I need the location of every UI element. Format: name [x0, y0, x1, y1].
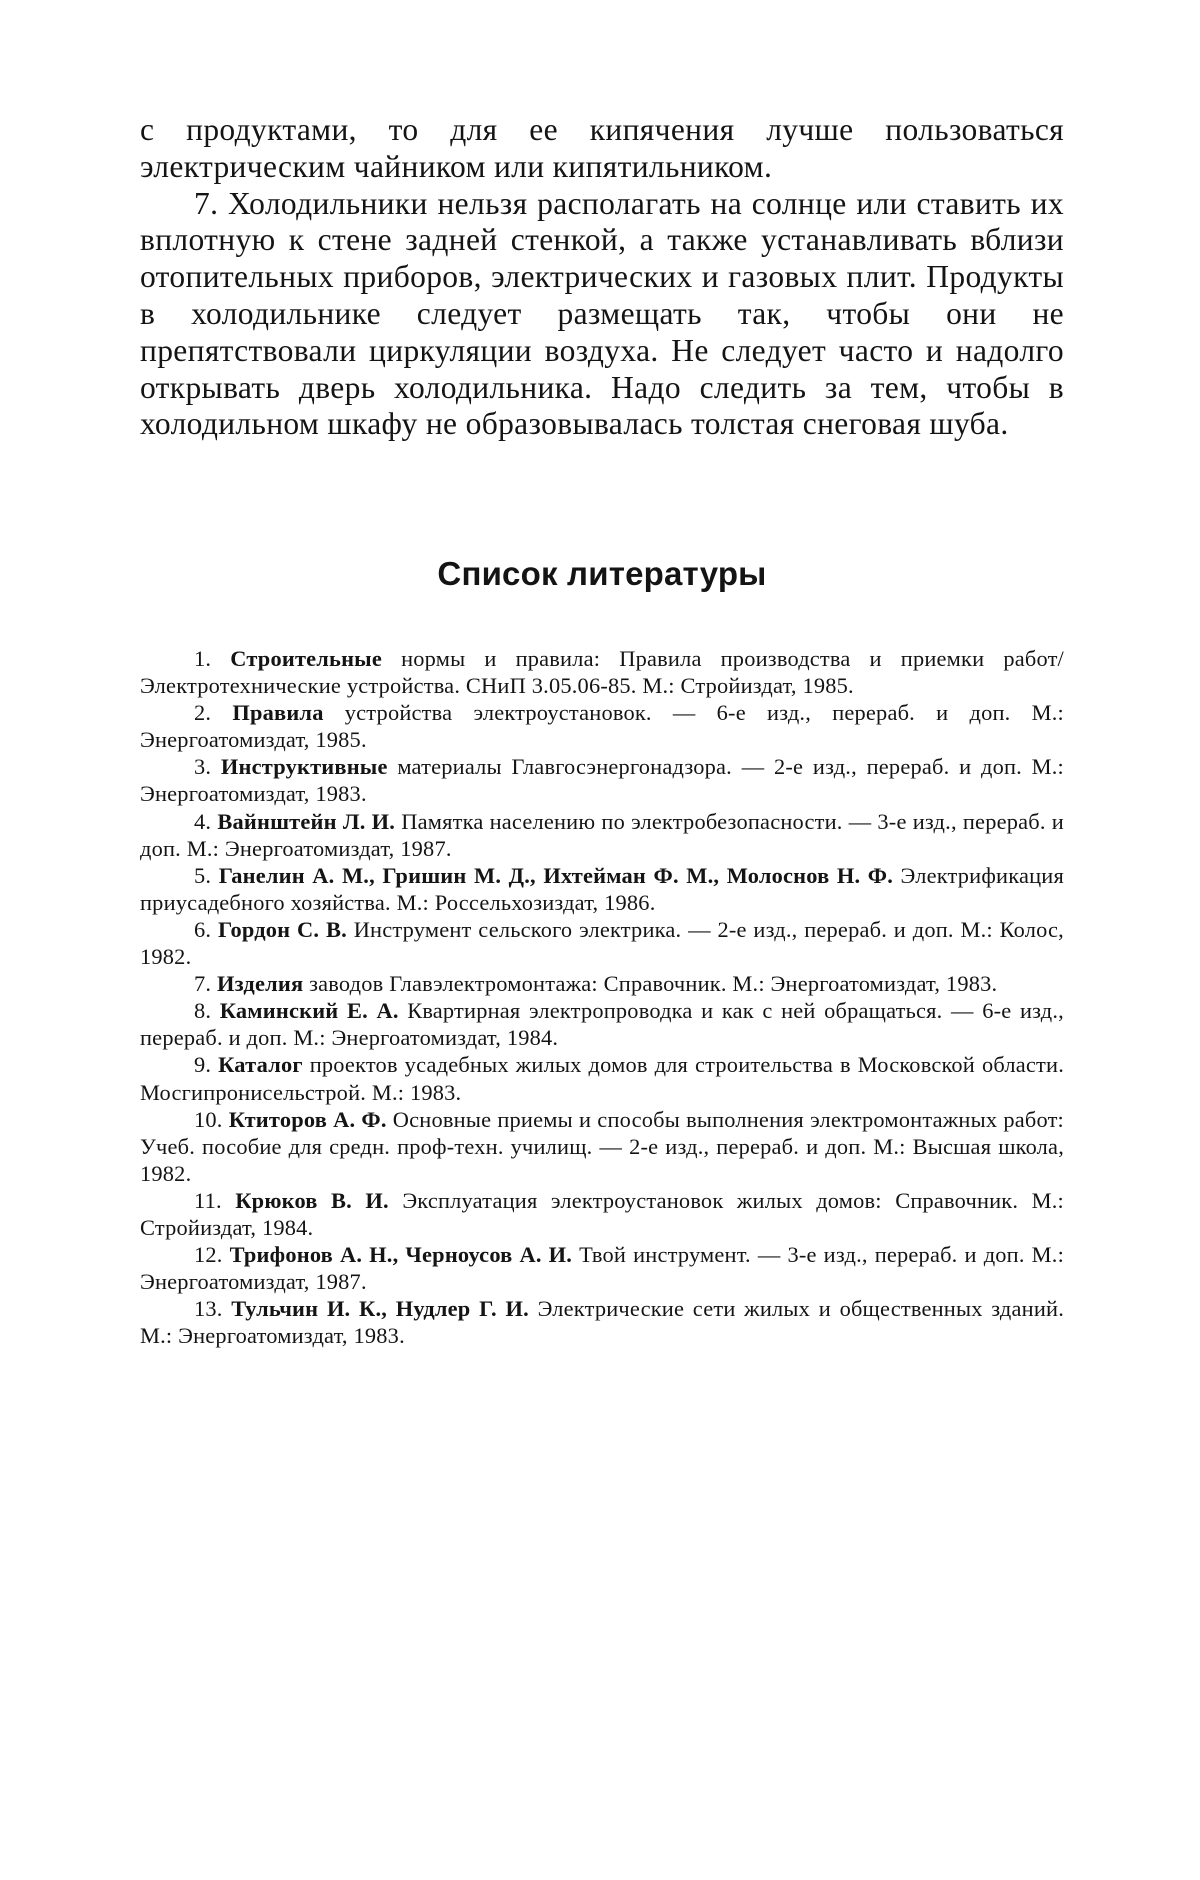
item-authors: Строительные: [230, 646, 383, 671]
item-number: 5.: [194, 862, 212, 888]
bibliography-item: [140, 916, 1064, 970]
bibliography-item: [140, 1051, 1064, 1105]
item-number: 1.: [194, 646, 212, 671]
item-text: проектов усадебных жилых домов для строительства в Московской области. Мосгипронисельстрой. М.: 1983.: [140, 1052, 1064, 1105]
item-text: заводов Главэлектромонтажа: Справочник. М.: Энергоатомиздат, 1983.: [309, 971, 998, 997]
item-text: Электрификация приусадебного хозяйства. М.: Россельхозиздат, 1986.: [140, 862, 1064, 915]
item-text: Инструмент сельского электрика. — 2-е изд., перераб. и доп. М.: Колос, 1982.: [140, 916, 1064, 970]
item-number: 2.: [194, 700, 212, 726]
item-number: 3.: [194, 754, 212, 780]
bibliography-item: [140, 1295, 1064, 1349]
item-number: 6.: [194, 916, 212, 942]
item-authors: Тульчин И. К., Нудлер Г. И.: [231, 1296, 529, 1322]
bibliography-item: [140, 645, 1064, 699]
item-authors: Вайнштейн Л. И.: [217, 808, 396, 834]
bibliography-item: [140, 699, 1064, 753]
bibliography-item: [140, 808, 1064, 862]
bibliography-item: [140, 997, 1064, 1051]
item-authors: Каминский Е. А.: [219, 998, 399, 1024]
paragraph-text: Холодильники нельзя располагать на солнце или ставить их вплотную к стене задней стенкой, а также устанавливать вблизи отопительных приборов, электрических и газовых плит. Продукты в холодильнике следует размещать так, чтобы они не препятствовали циркуляции воздуха. Не следует часто и надолго открывать дверь холодильника. Надо следить за тем, чтобы в холодильном шкафу не образовывалась толстая снеговая шуба.: [140, 185, 1064, 442]
item-number: 4.: [194, 808, 212, 834]
item-text: Памятка населению по электробезопасности. — 3-е изд., перераб. и доп. М.: Энергоатомиздат, 1987.: [140, 808, 1064, 861]
bibliography-item: [140, 970, 1064, 997]
bibliography-item: [140, 1187, 1064, 1241]
item-number: 11.: [194, 1187, 222, 1213]
item-number: 9.: [194, 1052, 212, 1078]
paragraph-number: 7.: [194, 185, 219, 221]
item-text: Электрические сети жилых и общественных зданий. М.: Энергоатомиздат, 1983.: [140, 1296, 1064, 1349]
item-authors: Ганелин А. М., Гришин М. Д., Ихтейман Ф. М., Молоснов Н. Ф.: [218, 862, 894, 888]
item-text: Твой инструмент. — 3-е изд., перераб. и доп. М.: Энергоатомиздат, 1987.: [140, 1242, 1065, 1295]
bibliography-item: [140, 862, 1064, 916]
body-paragraph-1: с продуктами, то для ее кипячения лучше пользоваться электрическим чайником или кипятильником.: [140, 112, 1064, 184]
body-paragraph-2: [140, 186, 1064, 444]
item-text: Эксплуатация электроустановок жилых домов: Справочник. М.: Стройиздат, 1984.: [140, 1187, 1064, 1240]
item-number: 10.: [194, 1106, 223, 1132]
bibliography-item: [140, 753, 1064, 807]
bibliography-item: [140, 1241, 1064, 1295]
item-number: 8.: [194, 998, 212, 1024]
item-authors: Гордон С. В.: [217, 916, 347, 942]
item-text: Квартирная электропроводка и как с ней обращаться. — 6-е изд., перераб. и доп. М.: Энергоатомиздат, 1984.: [140, 998, 1064, 1051]
item-authors: Изделия: [217, 971, 304, 997]
bibliography-title: Список литературы: [437, 555, 767, 592]
item-number: 12.: [194, 1242, 223, 1268]
item-number: 13.: [194, 1296, 223, 1322]
item-text: материалы Главгосэнергонадзора. — 2-е изд., перераб. и доп. М.: Энергоатомиздат, 1983.: [140, 754, 1064, 807]
item-authors: Инструктивные: [220, 754, 388, 780]
bibliography-item: [140, 1106, 1064, 1187]
item-authors: Трифонов А. Н., Черноусов А. И.: [229, 1242, 573, 1268]
bibliography-list: [140, 645, 1064, 1349]
item-number: 7.: [194, 971, 212, 997]
item-authors: Правила: [232, 700, 324, 726]
item-text: нормы и правила: Правила производства и приемки работ/Электротехнические устройства. СНиП 3.05.06-85. М.: Стройиздат, 1985.: [140, 646, 1064, 699]
item-authors: Каталог: [218, 1052, 303, 1078]
item-authors: Ктиторов А. Ф.: [228, 1106, 387, 1132]
book-page: [140, 112, 1065, 1349]
item-text: устройства электроустановок. — 6-е изд., перераб. и доп. М.: Энергоатомиздат, 1985.: [140, 700, 1064, 753]
item-text: Основные приемы и способы выполнения электромонтажных работ: Учеб. пособие для средн. проф-техн. училищ. — 2-е изд., перераб. и доп. М.: Высшая школа, 1982.: [140, 1106, 1064, 1186]
item-authors: Крюков В. И.: [235, 1187, 389, 1213]
